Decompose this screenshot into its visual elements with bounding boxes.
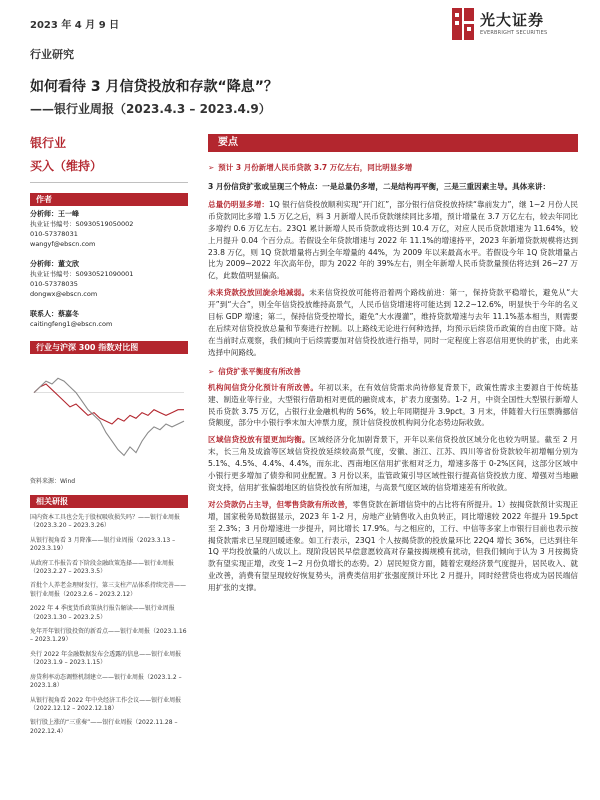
paragraph bbox=[208, 382, 578, 430]
brand-name-cn: 光大证券 bbox=[480, 11, 545, 29]
paragraph bbox=[208, 199, 578, 282]
paragraph-lead: 未来贷款投放回旋余地减弱。 bbox=[208, 288, 310, 298]
chart-title: 行业与沪深 300 指数对比图 bbox=[30, 341, 188, 354]
related-report-link[interactable]: 从银行视角看 3 月降准——银行业周报（2023.3.13 – 2023.3.19） bbox=[30, 536, 176, 553]
related-report-link[interactable]: 房贷利率动态调整机制建立——银行业周报（2023.1.2 – 2023.1.8） bbox=[30, 673, 182, 690]
paragraph-text: 区域经济分化加剧背景下，开年以来信贷投放区域分化也较为明显。截至 2 月末，长三角及成渝等区域信贷投放延续较高景气度，安徽、浙江、江苏、四川等省份贷款较年初增幅分别为 5.1%、4.5%、4.4%、4.4%，而东北、西南地区信用扩张相对乏力，增速多落于 0-2%区间，这部分区域中小银行更多增加了债券和同业配置。3 月份以来，监管政策引导区域性银行提高信贷投放力度、增强对当地融资支持，信用扩张偏弱地区的信贷投放有所加速，与高景气度区域的信贷增速差有所收敛。 bbox=[208, 435, 579, 492]
related-report-link[interactable]: 首批个人养老金理财发行，第三支柱产品体系持续完善——银行业周报（2023.2.6 – 2023.2.12） bbox=[30, 582, 187, 598]
analyst-license: 执业证书编号：S0930519050002 bbox=[30, 220, 134, 228]
analyst-name: 分析师：王一峰 bbox=[30, 210, 79, 218]
contact-card bbox=[30, 309, 188, 329]
paragraph-lead: 机构间信贷分化预计有所改善。 bbox=[208, 382, 319, 392]
related-report-link[interactable]: 央行 2022 年金融数据发布会透露的信息——银行业周报（2023.1.9 – 2023.1.15） bbox=[30, 650, 182, 667]
brand-name-en: EVERBRIGHT SECURITIES bbox=[480, 30, 548, 36]
related-reports-list bbox=[30, 514, 188, 736]
paragraph-lead: 总量仍明显多增： bbox=[208, 199, 269, 209]
report-category: 行业研究 bbox=[30, 48, 74, 61]
series-line-csi300 bbox=[34, 378, 184, 455]
related-report-link[interactable]: 银行股上涨的“三重奏”——银行业周报（2022.11.28 – 2022.12.4） bbox=[30, 719, 178, 735]
related-reports-header: 相关研报 bbox=[30, 495, 188, 508]
paragraph-lead: 区域信贷投放有望更加均衡。 bbox=[208, 435, 310, 445]
rating-label: 买入（维持） bbox=[30, 159, 103, 173]
paragraph bbox=[208, 434, 578, 494]
paragraph bbox=[208, 287, 578, 358]
paragraph-text: 未来信贷投放可能将沿着两个路线前进：第一，保持贷款平稳增长，避免从“大开”到“大合”，则全年信贷投放维持高景气，人民币信贷增速将可能达到 12.2~12.6%，明显快于今年的名义目标 GDP 增速；第二，保持信贷受控增长，避免“大水漫灌”，维持贷款增速与去年 11.1%基本相当，则需要在后续对信贷投放总量和节奏进行控制。以上路线无论进行何种选择，均预示后续货币政策的自由度下降。站在当前时点观察，我们倾向于后续需要加对信贷投放进行指导，同时一定程度上容忍信用更快的扩张，由此来选择中间路线。 bbox=[208, 288, 578, 357]
report-subtitle: ——银行业周报（2023.4.3 – 2023.4.9） bbox=[30, 102, 271, 116]
report-date: 2023 年 4 月 9 日 bbox=[30, 20, 120, 31]
contact-email[interactable]: caitingfeng1@ebscn.com bbox=[30, 320, 113, 328]
analyst-license: 执业证书编号：S0930521090001 bbox=[30, 270, 134, 278]
summary-paragraph: 3 月份信贷扩张或呈现三个特点：一是总量仍多增，二是结构再平衡，三是三重因素主导。具体来讲： bbox=[208, 182, 551, 191]
contact-name: 联系人：蔡嘉冬 bbox=[30, 310, 79, 318]
paragraph-text: 零售贷款在新增信贷中的占比将有所提升。1）按揭贷款预计实现正增，国家税务局数据显示，2023 年 1-2 月，房地产业销售收入由负转正，同比增速较 2022 年提升 19.5pct 至 2.3%；3 月份增速进一步提升，同比增长 17.9%。与之相应的，工行、中信等多家上市银行目前也表示按揭贷款需求已呈现回暖迹象。如工行表示，23Q1 个人按揭贷款的投放量环比 22Q4 增长 36%，已达到往年 1Q 平均投放量的八成以上。现阶段居民早偿意愿较高对存量按揭规模有扰动，但我们倾向于认为 3 月按揭贷款有望实现正增，改变 1~2 月份负增长的态势。2）居民短贷方面，随着宏观经济景气度提升，居民收入、就业改善，消费有望呈现较好恢复势头，消费类信用扩张强度预计环比 2 月提升，同时经营贷也将成为居民端信用扩张的支撑。 bbox=[208, 499, 578, 593]
analyst-card bbox=[30, 259, 188, 299]
index-comparison-chart bbox=[30, 358, 188, 474]
divider bbox=[30, 182, 188, 183]
everbright-logo-icon bbox=[452, 8, 474, 40]
chart-source: 资料来源：Wind bbox=[30, 478, 76, 485]
paragraph-text: 年初以来，在有效信贷需求尚待修复背景下，政策性需求主要源自于传统基建、制造业等行业，大型银行借助相对更低的融资成本，扩表力度强势。1-2 月，中资全国性大型银行新增人民币贷款 3.75 万亿，占银行业金融机构的 56%，较上年同期提升 3.9pct。3 月末，伴随着大行压票腾挪信贷额度，部分中小银行季末加大冲票力度，预计信贷投放机构间分化态势边际收敛。 bbox=[208, 382, 578, 428]
key-points-body bbox=[208, 162, 578, 594]
paragraph-lead: 对公贷款仍占主导，但零售贷款有所改善， bbox=[208, 499, 353, 509]
report-title: 如何看待 3 月信贷投放和存款“降息”？ bbox=[30, 79, 278, 95]
paragraph bbox=[208, 499, 578, 594]
related-report-link[interactable]: 免年开年银行股投资的新看点——银行业周报（2023.1.16 – 2023.1.29） bbox=[30, 628, 187, 644]
analyst-card bbox=[30, 209, 188, 249]
related-report-link[interactable]: 2022 年 4 季度货币政策执行报告解读——银行业周报（2023.1.30 – 2023.2.5） bbox=[30, 605, 175, 621]
arrow-right-icon: ➢ bbox=[208, 163, 215, 172]
analyst-email[interactable]: wangyf@ebscn.com bbox=[30, 240, 96, 248]
analyst-phone: 010-57378031 bbox=[30, 230, 78, 238]
analyst-email[interactable]: dongwx@ebscn.com bbox=[30, 290, 98, 298]
left-sidebar bbox=[30, 134, 188, 736]
analyst-name: 分析师：董文欣 bbox=[30, 260, 79, 268]
series-line-bank bbox=[34, 384, 184, 424]
arrow-right-icon: ➢ bbox=[208, 366, 215, 376]
line-chart bbox=[30, 358, 188, 470]
bullet-heading: ➢ 预计 3 月份新增人民币贷款 3.7 万亿左右，同比明显多增 bbox=[208, 163, 413, 172]
related-report-link[interactable]: 国内资本工具也会先于股权吸收损失吗？——银行业周报（2023.3.20 – 2023.3.26） bbox=[30, 514, 181, 530]
related-report-link[interactable]: 从政府工作报告看下阶段金融政策选择——银行业周报（2023.2.27 – 2023.3.5） bbox=[30, 559, 175, 576]
authors-section-header: 作者 bbox=[30, 193, 188, 206]
key-points-header: 要点 bbox=[208, 134, 578, 152]
related-report-link[interactable]: 从银行视角看 2022 年中央经济工作会议——银行业周报（2022.12.12 – 2022.12.18） bbox=[30, 696, 182, 712]
bullet-heading: ➢ 信贷扩张平衡度有所改善 bbox=[208, 366, 301, 376]
industry-label: 银行业 bbox=[30, 136, 67, 150]
brand-logo bbox=[452, 8, 572, 44]
paragraph-text: 1Q 银行信贷投放顺利实现“开门红”，部分银行信贷投放持续“靠前发力”，继 1~2 月份人民币贷款同比多增 1.5 万亿之后，料 3 月新增人民币贷款继续同比多增，预计增量在 3.7 万亿左右，较去年同比多增约 0.6 万亿左右。23Q1 累计新增人民币贷款或将达到 10.4 万亿，对应人民币贷款增速为 11.64%，较上月提升 0.04 个百分点。若假设全年贷款增速与 2022 年 11.1%的增速持平，2023 年新增贷款规模将达到 23.8 万亿，则 1Q 贷款增量将占到全年增量的 44%，为 2009 年以来最高水平。若假设今年 1Q 贷款增量占比为 2009~2022 年次高年份，即为 2022 年的 39%左右，则全年新增人民币贷款量预估将达到 26~27 万亿，此数值明显偏高。 bbox=[208, 199, 579, 281]
analyst-phone: 010-57378035 bbox=[30, 280, 78, 288]
